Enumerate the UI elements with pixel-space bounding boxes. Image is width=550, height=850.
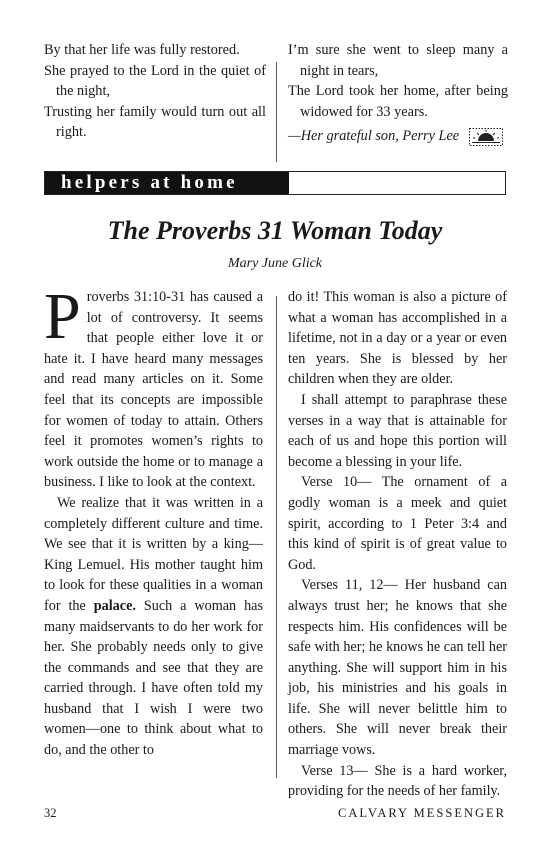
- article-paragraph: Verses 11, 12— Her husband can always trust her; he knows that she respects him. His confidences will be safe with her; he knows he can tell her anything. She will support him in his job, his ministries and his goals in life. She will never belittle him to others. She will never break their marriage vows.: [288, 577, 507, 759]
- article-left-column: [44, 280, 263, 761]
- paragraph-text: roverbs 31:10-31 has caused a lot of controversy. It seems that people either love it or hate it. I have heard many messages and read many articles on it. Some feel that its concepts are impossible for women of today to attain. Others feel it promotes women’s rights to work outside the home or to manage a business. I like to look at the context.: [44, 289, 263, 491]
- poem-line: She prayed to the Lord in the quiet of the night,: [44, 62, 266, 100]
- poem-right-column: [288, 40, 508, 147]
- article-paragraph: do it! This woman is also a picture of what a woman has accomplished in a lifetime, not in a day or a year or even ten years. She is blessed by her children when they are older.: [288, 289, 507, 388]
- poem-left-column: [44, 40, 266, 143]
- poem-signature-row: [288, 126, 508, 147]
- article-paragraph: Verse 13— She is a hard worker, providing for the needs of her family.: [288, 762, 507, 800]
- article-author: Mary June Glick: [227, 256, 323, 271]
- article-paragraph: I shall attempt to paraphrase these verses in a way that is attainable for each of us and hope this portion will become a blessing in your life.: [288, 391, 507, 470]
- article-paragraph: [44, 493, 263, 761]
- poem-divider: [276, 62, 277, 162]
- article-paragraph: [44, 280, 263, 493]
- poem-line: By that her life was fully restored.: [44, 42, 240, 58]
- article-right-column: [288, 287, 507, 802]
- paragraph-text: Such a woman has many maidservants to do her work for her. She probably needs only to give the commands and see that they are carried through. I have often told my husband that I wish I were two women—one to think about what to do, and the other to: [44, 597, 263, 759]
- article-title: The Proverbs 31 Woman Today: [107, 216, 443, 245]
- bold-word: palace.: [93, 597, 136, 614]
- column-divider: [276, 296, 277, 778]
- poem-signature: —Her grateful son, Perry Lee: [288, 128, 460, 145]
- drop-cap: P: [44, 280, 81, 353]
- article-paragraph: Verse 10— The ornament of a godly woman is a meek and quiet spirit, according to 1 Peter 3:4 and this kind of spirit is of great value to God.: [288, 474, 507, 573]
- section-banner: [44, 171, 506, 195]
- poem-line: I’m sure she went to sleep many a night in tears,: [288, 42, 508, 79]
- publication-name: CALVARY MESSENGER: [338, 806, 506, 820]
- section-banner-label: helpers at home: [45, 172, 289, 194]
- poem-line: The Lord took her home, after being widowed for 33 years.: [288, 83, 508, 120]
- sunset-icon: [469, 128, 503, 146]
- poem-line: Trusting her family would turn out all right.: [44, 103, 266, 141]
- page-number: 32: [44, 806, 57, 820]
- paragraph-text: We realize that it was written in a completely different culture and time. We see that it is written by a king—King Lemuel. His mother taught him to look for these qualities in a woman for the: [44, 494, 263, 614]
